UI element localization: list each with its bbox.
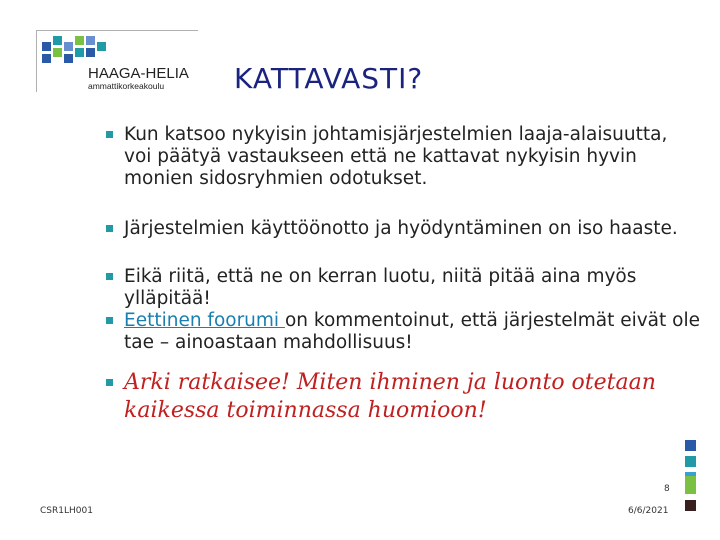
accent-square xyxy=(685,440,696,451)
bullet-square-icon xyxy=(106,379,113,386)
bullet-text: on kommentoinut, että järjestelmät eivät ole tae – ainoastaan mahdollisuus! xyxy=(124,310,700,353)
bullet-text: Eikä riitä, että ne on kerran luotu, niitä pitää aina myös ylläpitää! xyxy=(124,266,637,309)
logo-name: HAAGA-HELIA xyxy=(88,65,189,82)
footer-code: CSR1LH001 xyxy=(40,506,93,516)
bullet-item xyxy=(100,124,700,190)
bullet-item-highlight xyxy=(100,369,700,425)
slide-title: KATTAVASTI? xyxy=(234,62,424,95)
bullet-text: Järjestelmien käyttöönotto ja hyödyntäminen on iso haaste. xyxy=(124,218,678,239)
bullet-list xyxy=(100,124,700,425)
bullet-text: Arki ratkaisee! Miten ihminen ja luonto otetaan kaikessa toiminnassa huomioon! xyxy=(124,370,656,423)
bullet-item xyxy=(100,218,700,240)
bullet-text: Kun katsoo nykyisin johtamisjärjestelmien laaja-alaisuutta, voi päätyä vastaukseen että ne kattavat nykyisin hyvin monien sidosryhmien odotukset. xyxy=(124,124,668,189)
bullet-item xyxy=(100,310,700,354)
bullet-square-icon xyxy=(106,317,113,324)
bullet-square-icon xyxy=(106,273,113,280)
eettinen-foorumi-link[interactable]: Eettinen foorumi xyxy=(124,310,285,331)
footer-date: 6/6/2021 xyxy=(628,506,669,516)
bullet-square-icon xyxy=(106,131,113,138)
bullet-item xyxy=(100,266,700,310)
bullet-square-icon xyxy=(106,225,113,232)
accent-square xyxy=(685,456,696,467)
accent-square xyxy=(685,476,696,494)
accent-square xyxy=(685,500,696,511)
page-number: 8 xyxy=(664,484,670,494)
haaga-helia-logo xyxy=(36,30,198,94)
logo-tagline: ammattikorkeakoulu xyxy=(88,81,165,91)
